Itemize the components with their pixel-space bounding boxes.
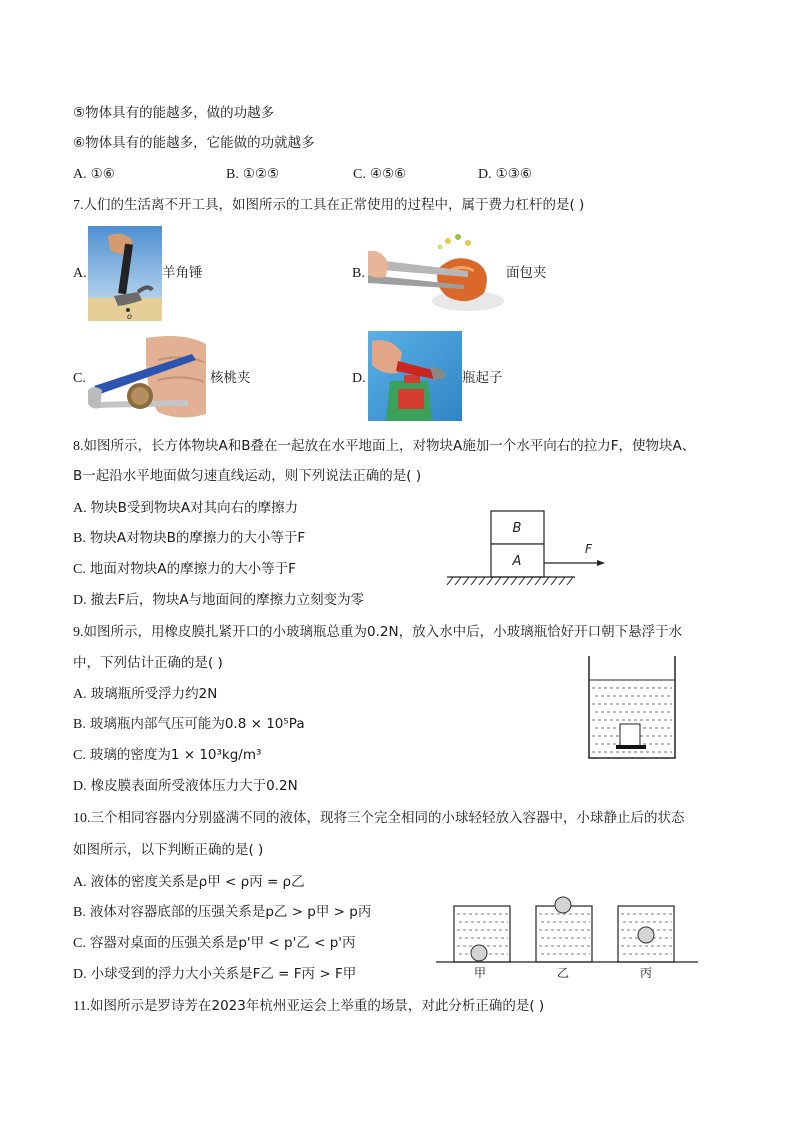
ball-jia <box>471 945 487 961</box>
ball-yi <box>555 897 571 913</box>
block-a-label: A <box>512 554 522 569</box>
q8-option-b: B. 物块A对物块B的摩擦力的大小等于F <box>73 530 306 546</box>
prev-option-c: C. ④⑤⑥ <box>353 166 407 182</box>
q7-option-d-letter: D. <box>352 371 366 386</box>
q9-stem-line2: 中，下列估计正确的是( ) <box>73 655 223 671</box>
q8-option-d: D. 撤去F后，物块A与地面间的摩擦力立刻变为零 <box>73 592 365 608</box>
q7-option-a-letter: A. <box>73 266 87 281</box>
bread-tongs-photo <box>368 229 506 314</box>
container-label-bing: 丙 <box>639 966 653 980</box>
q10-containers-diagram <box>436 894 700 982</box>
prev-option-b: B. ①②⑤ <box>226 166 280 182</box>
q10-option-a: A. 液体的密度关系是ρ甲 < ρ丙 = ρ乙 <box>73 874 305 890</box>
prev-option-a: A. ①⑥ <box>73 166 115 182</box>
hammer-pivot-label: o <box>127 312 132 321</box>
ball-bing <box>638 927 654 943</box>
block-b-label: B <box>512 521 522 536</box>
container-label-yi: 乙 <box>556 966 570 980</box>
small-bottle <box>620 724 640 746</box>
container-yi <box>536 906 592 962</box>
bottle-opener-photo <box>368 331 462 421</box>
q7-option-b-letter: B. <box>352 266 365 281</box>
q7-option-c-label: 核桃夹 <box>210 370 251 386</box>
q11-stem: 11.如图所示是罗诗芳在2023年杭州亚运会上举重的场景，对此分析正确的是( ) <box>73 998 545 1014</box>
q10-option-b: B. 液体对容器底部的压强关系是p乙 > p甲 > p丙 <box>73 904 372 920</box>
q9-stem-line1: 9.如图所示，用橡皮膜扎紧开口的小玻璃瓶总重为0.2N，放入水中后，小玻璃瓶恰好开口朝下悬浮于水 <box>73 624 683 640</box>
q8-stem-line1: 8.如图所示，长方体物块A和B叠在一起放在水平地面上，对物块A施加一个水平向右的拉力F，使物块A、 <box>73 438 696 454</box>
q8-stem-line2: B一起沿水平地面做匀速直线运动，则下列说法正确的是( ) <box>73 468 422 484</box>
q10-stem-line2: 如图所示，以下判断正确的是( ) <box>73 842 264 858</box>
q9-option-c: C. 玻璃的密度为1 × 10³kg/m³ <box>73 747 262 763</box>
q10-option-c: C. 容器对桌面的压强关系是p'甲 < p'乙 < p'丙 <box>73 935 356 951</box>
force-label: F <box>585 542 592 556</box>
q10-option-d: D. 小球受到的浮力大小关系是F乙 = F丙 > F甲 <box>73 966 357 982</box>
q9-option-b: B. 玻璃瓶内部气压可能为0.8 × 10⁵Pa <box>73 716 305 732</box>
nutcracker-photo <box>88 330 208 424</box>
q7-option-d-label: 瓶起子 <box>462 370 503 386</box>
q10-stem-line1: 10.三个相同容器内分别盛满不同的液体，现将三个完全相同的小球轻轻放入容器中，小球静止后的状态 <box>73 810 685 826</box>
q9-option-a: A. 玻璃瓶所受浮力约2N <box>73 686 218 702</box>
q7-option-b-label: 面包夹 <box>506 265 547 281</box>
q8-option-a: A. 物块B受到物块A对其向右的摩擦力 <box>73 500 299 516</box>
q7-option-a-label: 羊角锤 <box>162 265 203 281</box>
q9-container-diagram <box>586 656 678 762</box>
container-label-jia: 甲 <box>473 966 487 980</box>
statement-6: ⑥物体具有的能越多，它能做的功就越多 <box>73 135 315 151</box>
rubber-membrane <box>616 745 646 749</box>
q7-option-c-letter: C. <box>73 371 86 386</box>
statement-5: ⑤物体具有的能越多，做的功越多 <box>73 105 275 121</box>
claw-hammer-photo <box>88 226 162 321</box>
q8-option-c: C. 地面对物块A的摩擦力的大小等于F <box>73 561 296 577</box>
q8-blocks-diagram <box>445 508 615 590</box>
q9-option-d: D. 橡皮膜表面所受液体压力大于0.2N <box>73 778 298 794</box>
ground-hatching <box>447 577 573 585</box>
q7-stem: 7.人们的生活离不开工具，如图所示的工具在正常使用的过程中，属于费力杠杆的是( ) <box>73 197 585 213</box>
prev-option-d: D. ①③⑥ <box>478 166 532 182</box>
